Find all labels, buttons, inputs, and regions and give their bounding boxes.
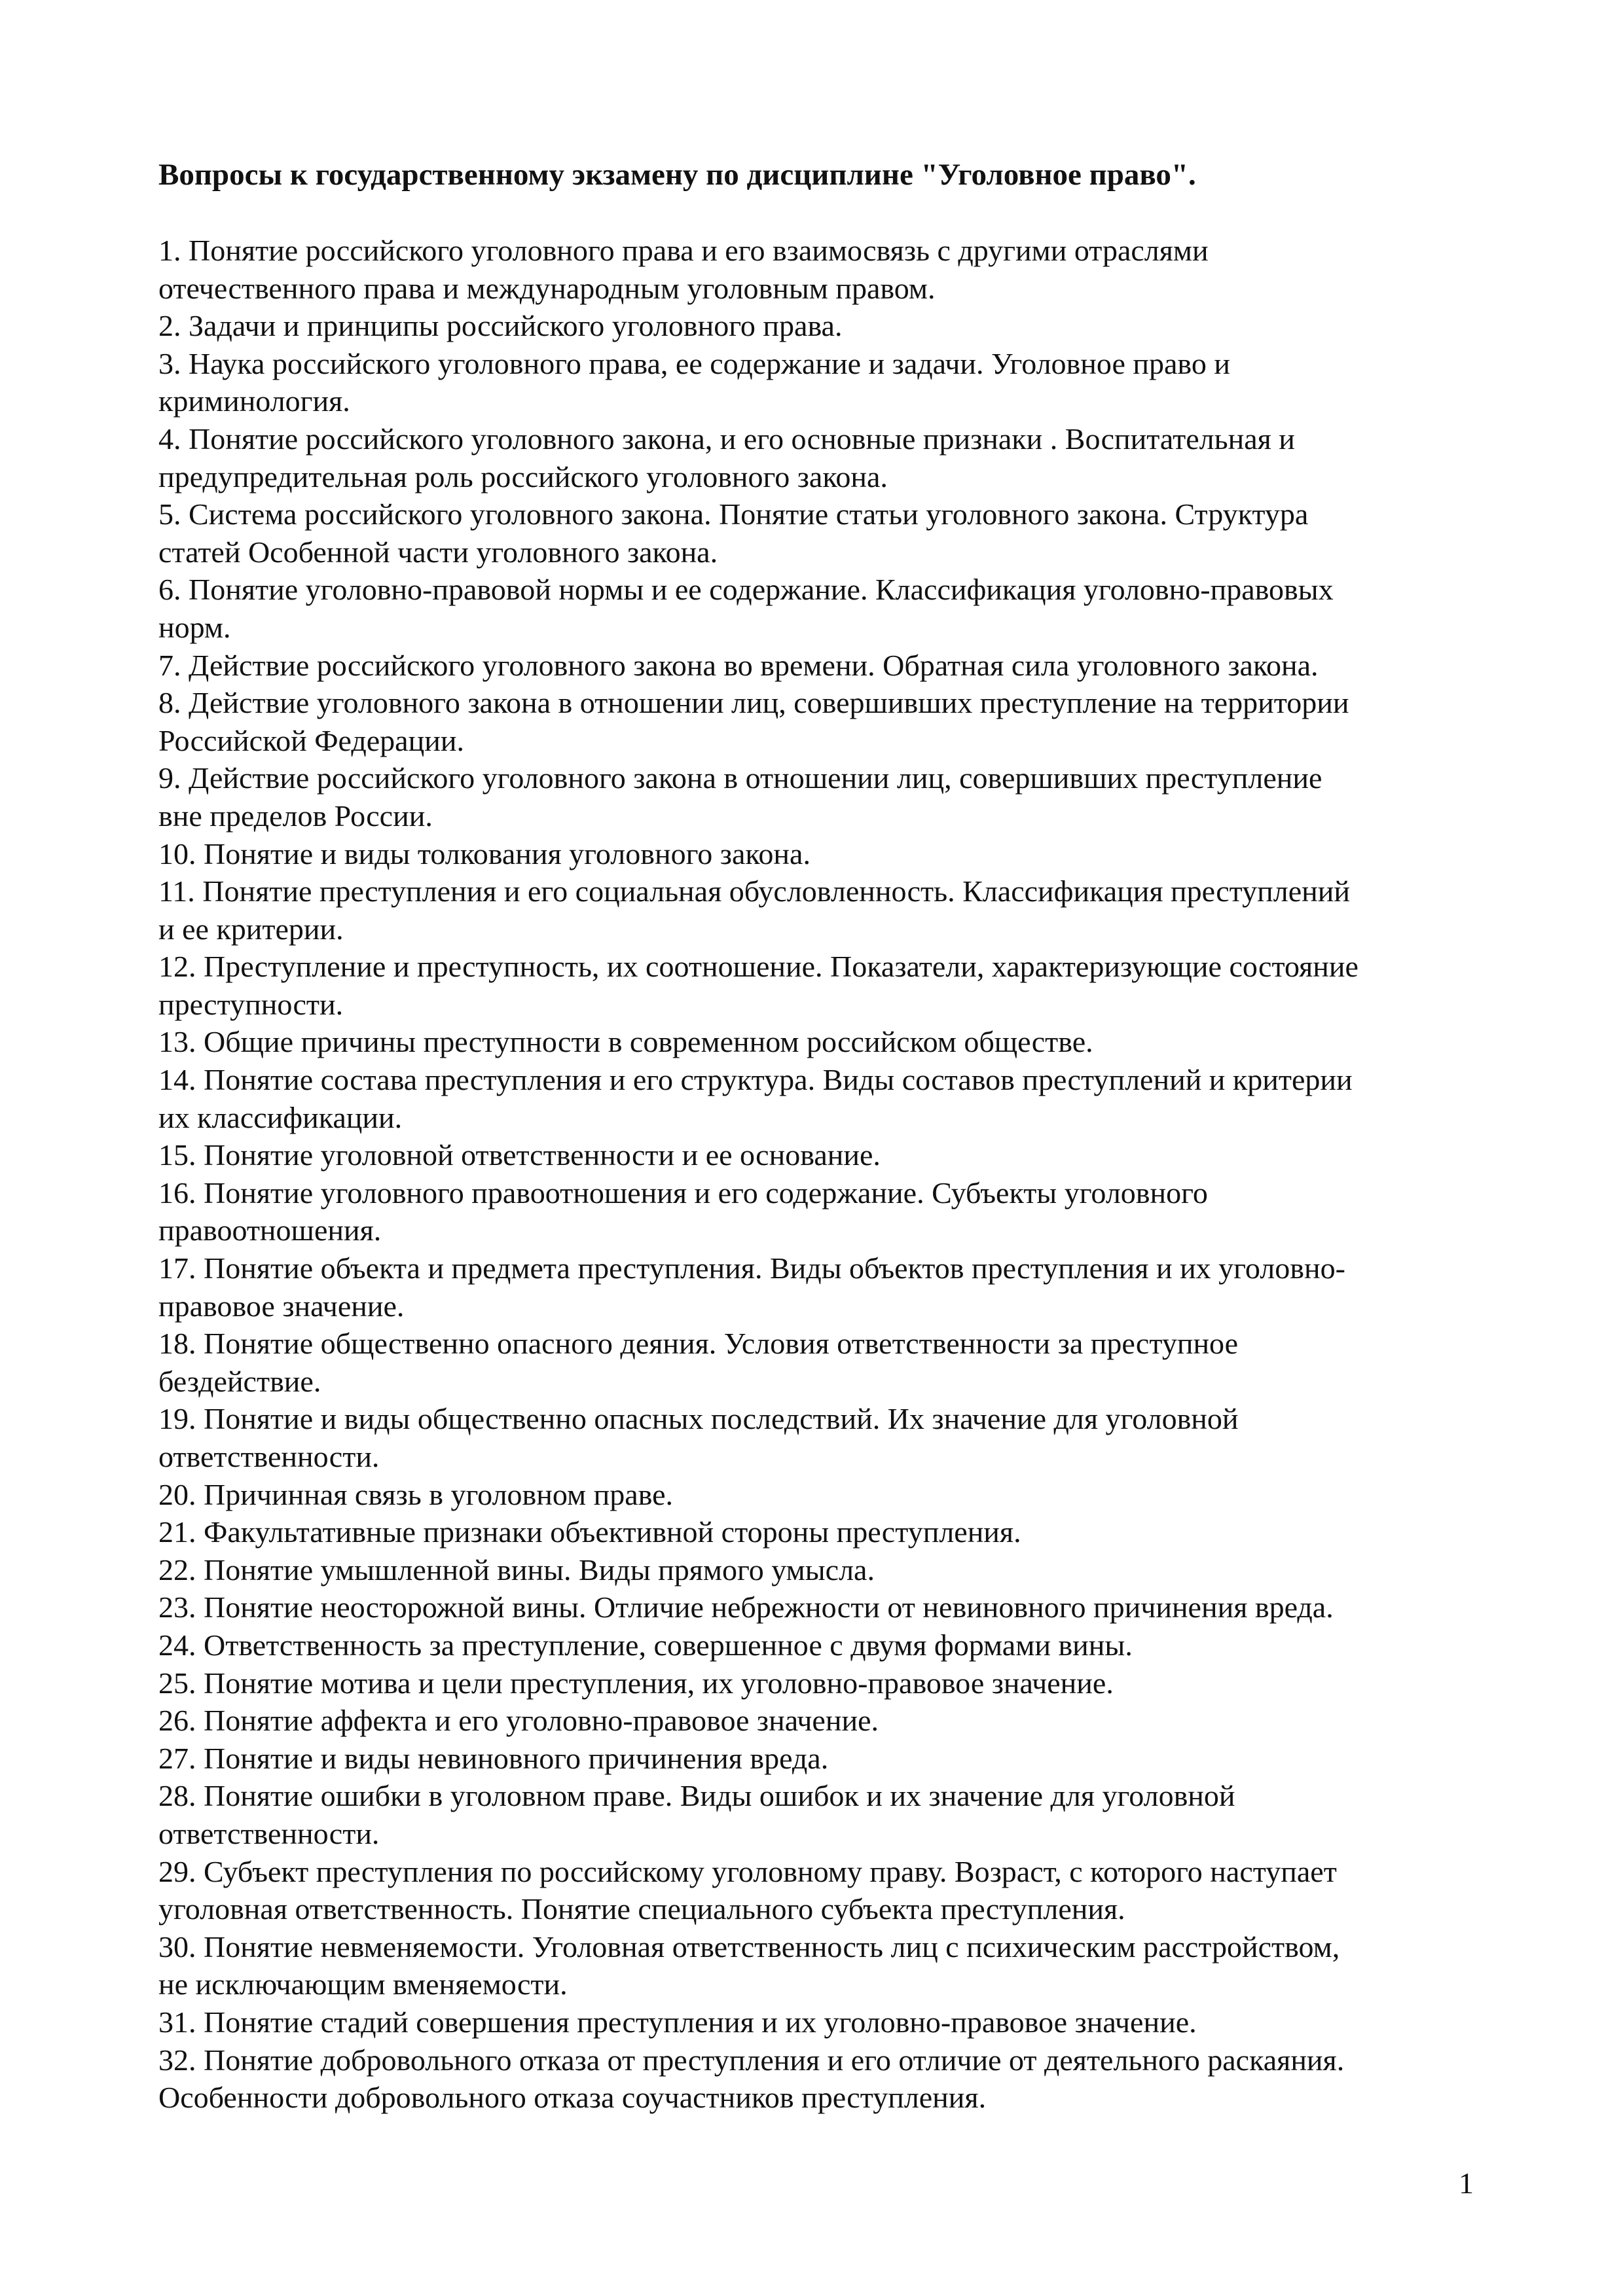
- question-item: [158, 1928, 1520, 2003]
- question-text-line: 17. Понятие объекта и предмета преступления. Виды объектов преступления и их уголовно-: [158, 1251, 1345, 1285]
- question-text-line: 26. Понятие аффекта и его уголовно-правовое значение.: [158, 1704, 879, 1738]
- question-text-line: не исключающим вменяемости.: [158, 1967, 568, 2001]
- page-content: [158, 156, 1520, 2117]
- question-item: [158, 1476, 1520, 1514]
- question-item: [158, 1023, 1520, 1061]
- question-item: [158, 2041, 1520, 2117]
- question-text-line: 23. Понятие неосторожной вины. Отличие небрежности от невиновного причинения вреда.: [158, 1590, 1334, 1624]
- question-text-line: 9. Действие российского уголовного закона в отношении лиц, совершивших преступление: [158, 761, 1322, 795]
- question-text-line: 22. Понятие умышленной вины. Виды прямого умысла.: [158, 1552, 875, 1587]
- question-text-line: 15. Понятие уголовной ответственности и ее основание.: [158, 1138, 881, 1172]
- question-item: [158, 420, 1520, 495]
- question-item: [158, 1249, 1520, 1325]
- question-item: [158, 1174, 1520, 1249]
- question-text-line: 10. Понятие и виды толкования уголовного закона.: [158, 836, 811, 870]
- question-text-line: 27. Понятие и виды невиновного причинения вреда.: [158, 1741, 829, 1775]
- question-text-line: их классификации.: [158, 1100, 403, 1134]
- page-number: 1: [1459, 2166, 1474, 2200]
- question-item: [158, 835, 1520, 873]
- question-item: [158, 1777, 1520, 1852]
- question-item: [158, 1513, 1520, 1551]
- question-text-line: 31. Понятие стадий совершения преступления и их уголовно-правовое значение.: [158, 2005, 1197, 2039]
- question-text-line: 25. Понятие мотива и цели преступления, их уголовно-правовое значение.: [158, 1666, 1114, 1700]
- question-item: [158, 495, 1520, 571]
- question-item: [158, 684, 1520, 759]
- question-item: [158, 571, 1520, 646]
- question-text-line: 6. Понятие уголовно-правовой нормы и ее содержание. Классификация уголовно-правовых: [158, 573, 1334, 607]
- question-item: [158, 1400, 1520, 1475]
- question-text-line: 28. Понятие ошибки в уголовном праве. Виды ошибок и их значение для уголовной: [158, 1779, 1235, 1813]
- question-text-line: 7. Действие российского уголовного закона во времени. Обратная сила уголовного закона.: [158, 648, 1319, 682]
- question-text-line: 32. Понятие добровольного отказа от преступления и его отличие от деятельного раскаяния.: [158, 2043, 1345, 2077]
- question-item: [158, 1664, 1520, 1702]
- question-item: [158, 1061, 1520, 1136]
- question-text-line: предупредительная роль российского уголовного закона.: [158, 459, 888, 493]
- question-text-line: и ее критерии.: [158, 912, 344, 946]
- document-title: Вопросы к государственному экзамену по дисциплине "Уголовное право".: [158, 158, 1196, 192]
- question-text-line: ответственности.: [158, 1440, 380, 1473]
- question-text-line: 3. Наука российского уголовного права, ее содержание и задачи. Уголовное право и: [158, 346, 1230, 380]
- question-text-line: 16. Понятие уголовного правоотношения и его содержание. Субъекты уголовного: [158, 1175, 1208, 1210]
- question-item: [158, 345, 1520, 420]
- question-text-line: бездействие.: [158, 1364, 321, 1398]
- question-text-line: 24. Ответственность за преступление, совершенное с двумя формами вины.: [158, 1628, 1133, 1662]
- question-text-line: 11. Понятие преступления и его социальная обусловленность. Классификация преступлений: [158, 874, 1350, 908]
- question-list: [158, 232, 1520, 2117]
- question-text-line: 8. Действие уголовного закона в отношении лиц, совершивших преступление на территории: [158, 686, 1349, 720]
- question-item: [158, 1325, 1520, 1400]
- question-text-line: ответственности.: [158, 1816, 380, 1850]
- question-text-line: 30. Понятие невменяемости. Уголовная ответственность лиц с психическим расстройством,: [158, 1929, 1340, 1964]
- question-text-line: 29. Субъект преступления по российскому уголовному праву. Возраст, с которого наступает: [158, 1854, 1337, 1888]
- question-text-line: отечественного права и международным уголовным правом.: [158, 271, 936, 305]
- question-item: [158, 1740, 1520, 1778]
- question-text-line: 21. Факультативные признаки объективной стороны преступления.: [158, 1515, 1021, 1549]
- question-item: [158, 647, 1520, 685]
- question-item: [158, 1853, 1520, 1928]
- question-item: [158, 307, 1520, 345]
- question-item: [158, 2003, 1520, 2041]
- question-text-line: 14. Понятие состава преступления и его структура. Виды составов преступлений и критерии: [158, 1063, 1353, 1097]
- question-text-line: Особенности добровольного отказа соучастников преступления.: [158, 2081, 987, 2115]
- question-text-line: статей Особенной части уголовного закона.: [158, 535, 718, 569]
- question-item: [158, 1702, 1520, 1740]
- question-text-line: правоотношения.: [158, 1213, 382, 1247]
- question-text-line: преступности.: [158, 987, 344, 1021]
- question-text-line: правовое значение.: [158, 1289, 405, 1323]
- question-text-line: вне пределов России.: [158, 798, 433, 833]
- question-item: [158, 1551, 1520, 1589]
- question-text-line: 18. Понятие общественно опасного деяния. Условия ответственности за преступное: [158, 1327, 1239, 1361]
- question-item: [158, 872, 1520, 948]
- question-item: [158, 1626, 1520, 1664]
- question-text-line: норм.: [158, 610, 231, 644]
- question-text-line: криминология.: [158, 384, 350, 418]
- question-text-line: 12. Преступление и преступность, их соотношение. Показатели, характеризующие состояние: [158, 950, 1359, 984]
- question-text-line: Российской Федерации.: [158, 723, 464, 757]
- question-text-line: 2. Задачи и принципы российского уголовного права.: [158, 309, 843, 343]
- question-item: [158, 948, 1520, 1023]
- question-item: [158, 1136, 1520, 1174]
- question-text-line: 13. Общие причины преступности в современном российском обществе.: [158, 1025, 1093, 1059]
- question-text-line: 1. Понятие российского уголовного права и его взаимосвязь с другими отраслями: [158, 234, 1209, 267]
- question-text-line: 4. Понятие российского уголовного закона, и его основные признаки . Воспитательная и: [158, 422, 1295, 456]
- question-text-line: 5. Система российского уголовного закона. Понятие статьи уголовного закона. Структура: [158, 497, 1309, 531]
- question-text-line: уголовная ответственность. Понятие специального субъекта преступления.: [158, 1892, 1125, 1926]
- question-text-line: 20. Причинная связь в уголовном праве.: [158, 1477, 673, 1511]
- question-item: [158, 232, 1520, 307]
- question-item: [158, 1588, 1520, 1626]
- question-item: [158, 759, 1520, 834]
- question-text-line: 19. Понятие и виды общественно опасных последствий. Их значение для уголовной: [158, 1402, 1239, 1436]
